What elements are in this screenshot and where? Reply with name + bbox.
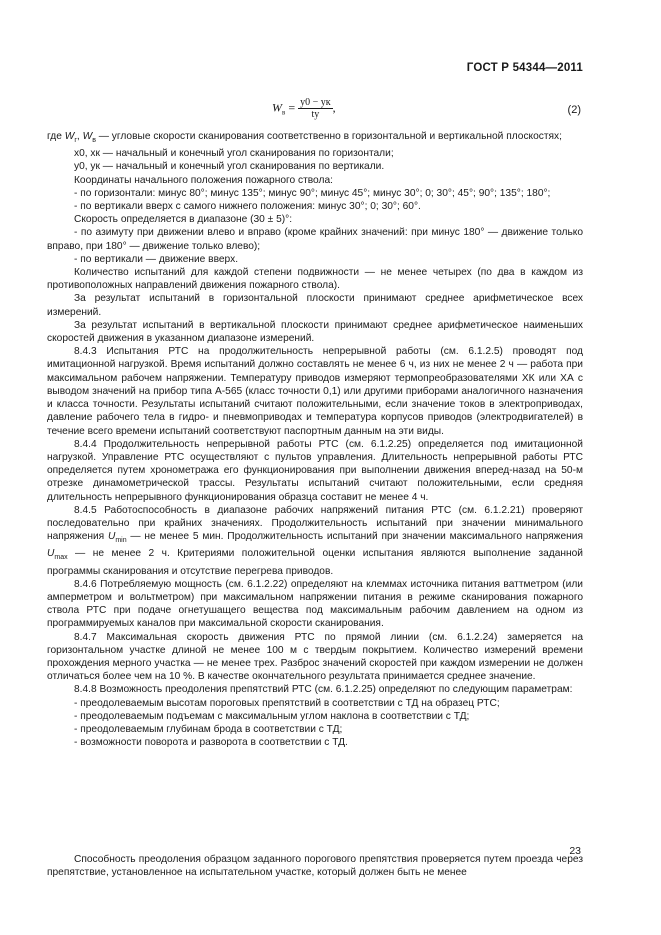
formula-eq: = — [288, 100, 296, 115]
page-number: 23 — [569, 845, 581, 857]
var-y-line: y0, yк — начальный и конечный угол сканирования по вертикали. — [74, 161, 385, 173]
formula-fraction — [298, 97, 333, 120]
list-item: - по вертикали вверх с самого нижнего положения: минус 30°; 0; 30°; 60°. — [74, 201, 421, 213]
u-min-sub: min — [115, 537, 127, 545]
section-8-4-5-part-c: — не менее 2 ч. Критериями положительной оценки испытания являются выполнение заданной программы сканирования и отсутствие перегрева приводов. — [47, 548, 583, 577]
document-body-continued — [47, 853, 583, 879]
formula-numerator: y0 − yк — [300, 97, 331, 108]
paragraph: За результат испытаний в вертикальной плоскости принимают среднее арифметическое наименьших скоростей движения в указанном диапазоне измерений. — [47, 319, 583, 345]
where-w1-sub: г — [74, 137, 77, 145]
where-clause — [47, 130, 583, 147]
section-8-4-8: 8.4.8 Возможность преодоления препятствий РТС (см. 6.1.2.25) определяют по следующим параметрам: — [74, 684, 573, 696]
where-w1: W — [64, 131, 75, 142]
formula-expression — [272, 97, 336, 120]
document-header: ГОСТ Р 54344—2011 — [466, 62, 583, 74]
formula-lhs-sub: в — [282, 108, 286, 117]
formula-lhs: W — [272, 100, 282, 115]
paragraph: За результат испытаний в горизонтальной плоскости принимают среднее арифметическое всех измерений. — [47, 293, 583, 318]
paragraph: Скорость определяется в диапазоне (30 ± 5)°: — [74, 214, 293, 226]
where-w2-sub: в — [92, 137, 96, 145]
where-prefix: где — [47, 131, 62, 142]
list-item: - преодолеваемым подъемам с максимальным углом наклона в соответствии с ТД; — [74, 710, 470, 722]
list-item: - преодолеваемым глубинам брода в соответствии с ТД; — [74, 724, 343, 736]
where-rest: — угловые скорости сканирования соответственно в горизонтальной и вертикальной плоскостях; — [95, 131, 562, 142]
section-8-4-5 — [47, 504, 583, 578]
formula-denominator: ty — [311, 109, 320, 120]
paragraph: Способность преодоления образцом заданного порогового препятствия проверяется путем проезда через препятствие, установленное на испытательном участке, который должен быть не менее — [47, 854, 583, 879]
list-item: - по горизонтали: минус 80°; минус 135°; минус 90°; минус 45°; минус 30°; 0; 30°; 45°; 90°; 135°; 180°; — [74, 187, 551, 199]
list-item: - преодолеваемым высотам пороговых препятствий в соответствии с ТД на образец РТС; — [74, 697, 500, 709]
section-8-4-6: 8.4.6 Потребляемую мощность (см. 6.1.2.22) определяют на клеммах источника питания ваттметром (или амперметром и вольтметром) при максимальном напряжении питания в режиме сканирования пожарного ствола РТС при подаче огнетушащего вещества под максимальным рабочим давлением на одном из программируемых каналов при максимальной скорости сканирования. — [47, 578, 583, 630]
paragraph: Координаты начального положения пожарного ствола: — [74, 174, 333, 186]
section-8-4-4: 8.4.4 Продолжительность непрерывной работы РТС (см. 6.1.2.25) определяется под имитационной нагрузкой. Управление РТС осуществляют с пультов управления. Длительность непрерывной работы РТС определяется путем хронометража его функционирования при выполнении движения вперед-назад на 50-м отрезке динамометрической трассы. Результаты испытаний считают положительными, если средняя длительность непрерывного функционирования образца составит не менее 4 ч. — [47, 438, 583, 503]
u-symbol: U — [107, 531, 116, 543]
formula-tail: , — [332, 100, 336, 115]
list-item: - по азимуту при движении влево и вправо (кроме крайних значений: при минус 180° — движение только вправо, при 180° — движение только влево); — [47, 227, 583, 252]
section-8-4-5-part-a: 8.4.5 Работоспособность в диапазоне рабочих напряжений питания РТС (см. 6.1.2.21) проверяют последовательно при крайних значениях. Продолжительность испытаний при значении минимального напряжения — [47, 504, 583, 543]
section-8-4-3: 8.4.3 Испытания РТС на продолжительность непрерывной работы (см. 6.1.2.5) проводят под имитационной нагрузкой. Время испытаний должно составлять не менее 6 ч, из них не менее 2 ч — работа при максимальном рабочем напряжении. Температуру приводов измеряют термопреобразователями ХК или ХА с выводом значений на прибор типа А-565 (класс точности 0,1) или другими приборами аналогичного назначения и класса точности. Результаты испытаний считают положительными, если значение токов в электроприводах, давление рабочего тела в гидро- и пневмоприводах и температура корпусов приводов (электродвигателей) в течение всего времени испытаний соответствуют паспортным данным на эти виды. — [47, 346, 583, 437]
list-item: - по вертикали — движение вверх. — [74, 253, 239, 265]
formula-number: (2) — [567, 104, 581, 116]
list-item: - возможности поворота и разворота в соответствии с ТД. — [74, 737, 348, 749]
where-comma: , — [76, 131, 80, 142]
paragraph: Количество испытаний для каждой степени подвижности — не менее четырех (по два в каждом из противоположных направлений движения пожарного ствола). — [47, 267, 583, 292]
u-max-sub: max — [54, 554, 68, 562]
section-8-4-7: 8.4.7 Максимальная скорость движения РТС по прямой линии (см. 6.1.2.24) замеряется на горизонтальном участке длиной не менее 100 м с твердым покрытием. Количество измерений времени прохождения мерного участка — не менее трех. Разброс значений скоростей при каждом измерении не должен отличаться более чем на 10 %. В качестве окончательного результата принимается среднее значение. — [47, 631, 583, 683]
u-symbol: U — [47, 548, 55, 560]
document-body — [47, 130, 583, 749]
section-8-4-5-part-b: — не менее 5 мин. Продолжительность испытаний при значении максимального напряжения — [126, 531, 583, 543]
where-w2: W — [82, 131, 93, 142]
var-x-line: x0, xк — начальный и конечный угол сканирования по горизонтали; — [74, 148, 394, 160]
formula-2 — [0, 95, 661, 129]
